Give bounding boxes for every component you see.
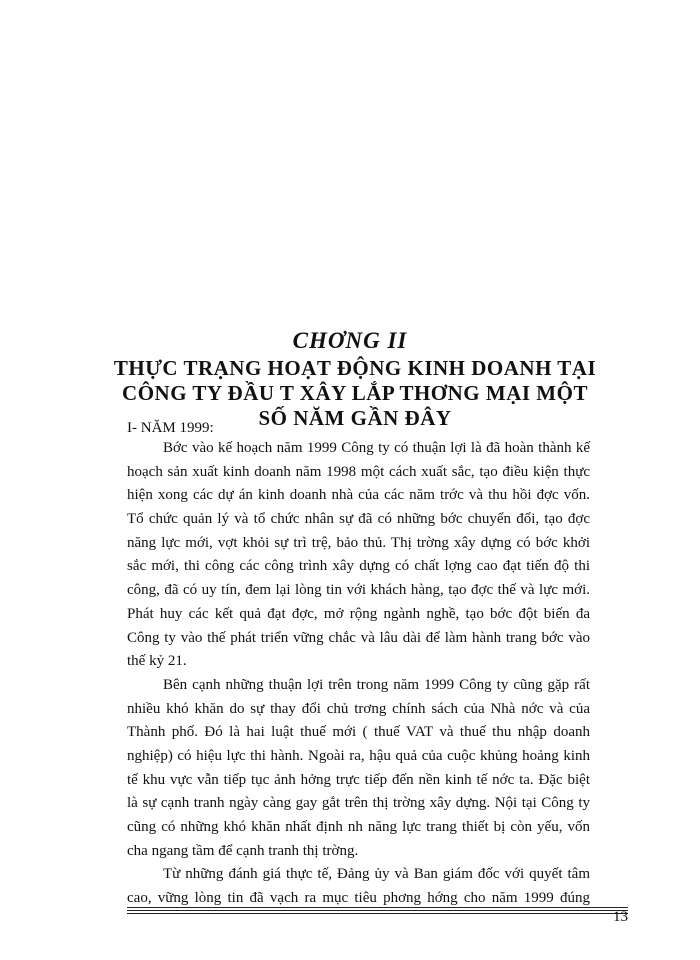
text-line: hoạch sản xuất kinh doanh năm 1998 một cách xuất sắc, tạo điều kiện thực <box>127 463 590 480</box>
title-line: CÔNG TY ĐẦU T XÂY LẮP THƠNG MẠI MỘT <box>122 381 588 405</box>
text-line: Tổ chức quản lý và tổ chức nhân sự đã có những bớc chuyển đổi, tạo đợc <box>127 511 590 528</box>
text-line: nhiều khó khăn do sự thay đổi chủ trơng chính sách của Nhà nớc và của <box>127 700 590 717</box>
text-line: năng lực mới, vợt khỏi sự trì trệ, bảo thủ. Thị trờng xây dựng có bớc khởi <box>127 534 590 551</box>
text-line: cũng có những khó khăn nhất định nh năng lực trang thiết bị còn yếu, vốn <box>127 819 590 835</box>
text-line: Bớc vào kế hoạch năm 1999 Công ty có thuận lợi là đã hoàn thành kế <box>163 440 590 456</box>
text-line: tế khu vực vẫn tiếp tục ảnh hởng trực tiếp đến nền kinh tế nớc ta. Đặc biệt <box>127 771 590 788</box>
footer-rule <box>127 907 628 916</box>
text-line: Thành phố. Đó là hai luật thuế mới ( thuế VAT và thuế thu nhập doanh <box>127 724 590 741</box>
text-line: nghiệp) có hiệu lực thi hành. Ngoài ra, hậu quả của cuộc khủng hoảng kinh <box>127 747 590 764</box>
body-text <box>127 437 590 911</box>
section-heading: I- NĂM 1999: <box>127 420 214 436</box>
text-line: thế kỷ 21. <box>127 653 187 670</box>
text-line: sắc mới, thi công các công trình xây dựng có chất lợng cao đạt tiến độ thi <box>127 558 590 575</box>
text-line: là sự cạnh tranh ngày càng gay gắt trên thị trờng xây dựng. Nội tại Công ty <box>127 795 590 812</box>
title-line: THỰC TRẠNG HOẠT ĐỘNG KINH DOANH TẠI <box>113 356 597 380</box>
text-line: Bên cạnh những thuận lợi trên trong năm 1999 Công ty cũng gặp rất <box>163 676 590 693</box>
text-line: cha ngang tầm để cạnh tranh thị trờng. <box>127 842 359 859</box>
text-line: công, đã có uy tín, đem lại lòng tin với khách hàng, tạo đợc thế và lực mới. <box>127 582 590 599</box>
text-line: Từ những đánh giá thực tế, Đảng ủy và Ban giám đốc với quyết tâm <box>163 866 590 883</box>
text-line: Phát huy các kết quả đạt đợc, mở rộng ngành nghề, tạo bớc đột biến đa <box>127 605 590 622</box>
page-number: 13 <box>613 909 628 925</box>
chapter-heading: CHƠNG II <box>292 328 408 353</box>
text-line: hiện xong các dự án kinh doanh nhà của các năm trớc và thu hồi đợc vốn. <box>127 487 590 504</box>
text-line: cao, vững lòng tin đã vạch ra mục tiêu phơng hớng cho năm 1999 đúng <box>127 890 590 907</box>
title-line: SỐ NĂM GẦN ĐÂY <box>258 406 452 430</box>
text-line: Công ty vào thế phát triển vững chắc và lâu dài để làm hành trang bớc vào <box>127 629 590 646</box>
